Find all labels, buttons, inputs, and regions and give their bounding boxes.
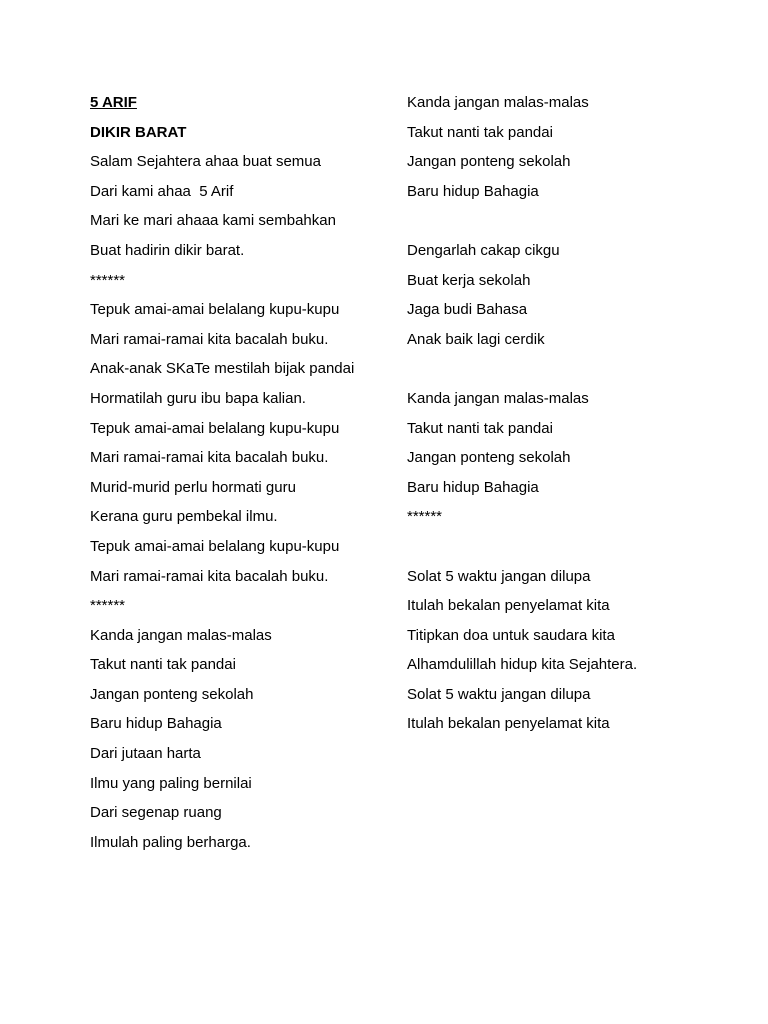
right-column bbox=[407, 88, 737, 739]
lyric-line: Buat kerja sekolah bbox=[407, 271, 531, 289]
document-subtitle: DIKIR BARAT bbox=[90, 123, 187, 141]
lyric-line: Mari ramai-ramai kita bacalah buku. bbox=[90, 567, 329, 585]
lyric-line: Mari ramai-ramai kita bacalah buku. bbox=[90, 330, 329, 348]
lyric-line: Mari ke mari ahaaa kami sembahkan bbox=[90, 212, 336, 230]
lyric-line: Dengarlah cakap cikgu bbox=[407, 241, 560, 259]
left-column bbox=[90, 88, 390, 857]
lyric-line: Anak-anak SKaTe mestilah bijak pandai bbox=[90, 360, 355, 378]
lyric-line: ****** bbox=[407, 508, 443, 526]
lyric-line: Solat 5 waktu jangan dilupa bbox=[407, 685, 591, 703]
lyric-line: Tepuk amai-amai belalang kupu-kupu bbox=[90, 537, 340, 555]
lyric-line bbox=[407, 532, 737, 562]
lyric-line: Ilmulah paling berharga. bbox=[90, 833, 251, 851]
lyric-line: Takut nanti tak pandai bbox=[90, 656, 236, 674]
lyric-line: Kanda jangan malas-malas bbox=[90, 626, 272, 644]
lyric-line: Jangan ponteng sekolah bbox=[407, 153, 571, 171]
document-title: 5 ARIF bbox=[90, 94, 137, 111]
lyric-line: Jangan ponteng sekolah bbox=[90, 685, 254, 703]
lyric-line: Kanda jangan malas-malas bbox=[407, 94, 589, 111]
lyric-line: Salam Sejahtera ahaa buat semua bbox=[90, 153, 321, 171]
lyric-line: Baru hidup Bahagia bbox=[407, 478, 539, 496]
lyric-line: Tepuk amai-amai belalang kupu-kupu bbox=[90, 301, 340, 319]
lyric-line: ****** bbox=[90, 271, 126, 289]
lyric-line: Tepuk amai-amai belalang kupu-kupu bbox=[90, 419, 340, 437]
lyric-line: Hormatilah guru ibu bapa kalian. bbox=[90, 389, 306, 407]
lyric-line bbox=[407, 354, 737, 384]
lyric-line: Solat 5 waktu jangan dilupa bbox=[407, 567, 591, 585]
lyric-line: ****** bbox=[90, 597, 126, 615]
lyric-line: Murid-murid perlu hormati guru bbox=[90, 478, 296, 496]
lyric-line: Kerana guru pembekal ilmu. bbox=[90, 508, 278, 526]
lyric-line: Jangan ponteng sekolah bbox=[407, 449, 571, 467]
lyric-line: Anak baik lagi cerdik bbox=[407, 330, 545, 348]
lyric-line: Ilmu yang paling bernilai bbox=[90, 774, 252, 792]
lyric-line: Buat hadirin dikir barat. bbox=[90, 241, 245, 259]
lyric-line: Itulah bekalan penyelamat kita bbox=[407, 715, 610, 733]
lyric-line bbox=[407, 206, 737, 236]
lyric-line: Kanda jangan malas-malas bbox=[407, 389, 589, 407]
lyric-line: Alhamdulillah hidup kita Sejahtera. bbox=[407, 656, 638, 674]
lyric-line: Dari kami ahaa 5 Arif bbox=[90, 182, 234, 200]
lyric-line: Titipkan doa untuk saudara kita bbox=[407, 626, 615, 644]
lyric-line: Jaga budi Bahasa bbox=[407, 301, 528, 319]
lyric-line: Baru hidup Bahagia bbox=[407, 182, 539, 200]
lyric-line: Itulah bekalan penyelamat kita bbox=[407, 597, 610, 615]
lyric-line: Dari jutaan harta bbox=[90, 745, 201, 763]
lyric-line: Takut nanti tak pandai bbox=[407, 123, 553, 141]
lyric-line: Takut nanti tak pandai bbox=[407, 419, 553, 437]
lyric-line: Mari ramai-ramai kita bacalah buku. bbox=[90, 449, 329, 467]
lyric-line: Dari segenap ruang bbox=[90, 804, 222, 822]
lyric-line: Baru hidup Bahagia bbox=[90, 715, 222, 733]
